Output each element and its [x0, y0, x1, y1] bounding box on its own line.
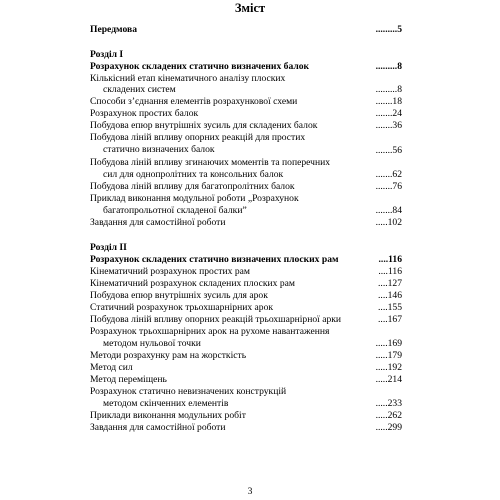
toc-entry-text: складених систем [103, 84, 176, 95]
toc-entry-text: Метод сил [90, 362, 133, 373]
toc-entry-page: .........8 [375, 61, 402, 72]
toc-entry-text: Побудова ліній впливу опорних реакцій для простих [90, 132, 306, 143]
toc-entry-page: .......56 [375, 145, 402, 156]
toc-entry-page: .........8 [375, 84, 402, 95]
toc-entry-text: багатопрольотної складеної балки” [103, 205, 247, 216]
toc-entry-text: Приклад виконання модульної роботи „Розрахунок [90, 193, 299, 204]
toc-entry-page: .......18 [375, 96, 402, 107]
toc-entry-text: Побудова ліній впливу опорних реакцій трьохшарнірної арки [90, 314, 342, 325]
toc-entry-page: .........5 [375, 24, 402, 35]
toc-entry-page: .....192 [375, 362, 402, 373]
toc-entry-page: .....102 [375, 217, 402, 228]
toc-entry-text: Розрахунок складених статично визначених балок [90, 61, 310, 72]
toc-entry-page: .....169 [375, 338, 402, 349]
toc-entry-text: Розрахунок статично невизначених конструкцій [90, 386, 287, 397]
toc-entry-page: .....299 [375, 422, 402, 433]
toc-entry-page: .......84 [375, 205, 402, 216]
toc-entry-text: Кінематичний розрахунок простих рам [90, 266, 250, 277]
toc-entry-text: Методи розрахунку рам на жорсткість [90, 350, 247, 361]
section-header-text: Розділ I [90, 49, 124, 60]
toc-entry-text: статично визначених балок [103, 144, 215, 155]
toc-entry-text: Побудова епюр внутрішніх зусиль для складених балок [90, 120, 318, 131]
toc-entry-text: Завдання для самостійної роботи [90, 217, 226, 228]
toc-entry-text: Розрахунок складених статично визначених плоских рам [90, 254, 339, 265]
toc-entry-page: .....233 [375, 398, 402, 409]
toc-entry-text: Побудова епюр внутрішніх зусиль для арок [90, 290, 268, 301]
toc-entry-text: Розрахунок трьохшарнірних арок на рухоме навантаження [90, 326, 330, 337]
toc-entry-page: ....116 [378, 266, 402, 277]
toc-entry-page: ....127 [378, 278, 402, 289]
toc-entry-text: методом нульової точки [103, 338, 201, 349]
toc-entry-text: Завдання для самостійної роботи [90, 422, 226, 433]
toc-entry-text: методом скінченних елементів [103, 398, 229, 409]
toc-entry-text: Кінематичний розрахунок складених плоских рам [90, 278, 295, 289]
page-number: 3 [247, 486, 253, 497]
toc-entry-text: Розрахунок простих балок [90, 108, 199, 119]
toc-entry-page: .....262 [375, 410, 402, 421]
toc-entry-text: Приклади виконання модульних робіт [90, 410, 246, 421]
toc-entry-text: Кількісний етап кінематичного аналізу плоских [90, 73, 286, 84]
toc-entry-text: Побудова ліній впливу для багатопролітних балок [90, 181, 295, 192]
toc-entry-page: .......62 [375, 169, 402, 180]
toc-entry-text: Метод переміщень [90, 374, 167, 385]
toc-entry-page: ....116 [378, 254, 402, 265]
toc-entry-page: .......36 [375, 120, 402, 131]
toc-entry-page: .....179 [375, 350, 402, 361]
toc-entry-text: Передмова [90, 24, 137, 35]
toc-entry-page: .......24 [375, 108, 402, 119]
toc-entry-page: .....214 [375, 374, 402, 385]
toc-entry-text: Способи з’єднання елементів розрахункової схеми [90, 96, 298, 107]
toc-entry-page: .......76 [375, 181, 402, 192]
toc-entry-text: сил для однопролітних та консольних балок [103, 169, 284, 180]
toc-entry-page: ....155 [378, 302, 402, 313]
toc-entry-page: ....146 [378, 290, 402, 301]
toc-entry-page: ....167 [378, 314, 402, 325]
toc-entry-text: Побудова ліній впливу згинаючих моментів та поперечних [90, 157, 331, 168]
page-title: Зміст [234, 1, 266, 15]
section-header-text: Розділ II [90, 242, 127, 253]
toc-entry-text: Статичний розрахунок трьохшарнірних арок [90, 302, 274, 313]
